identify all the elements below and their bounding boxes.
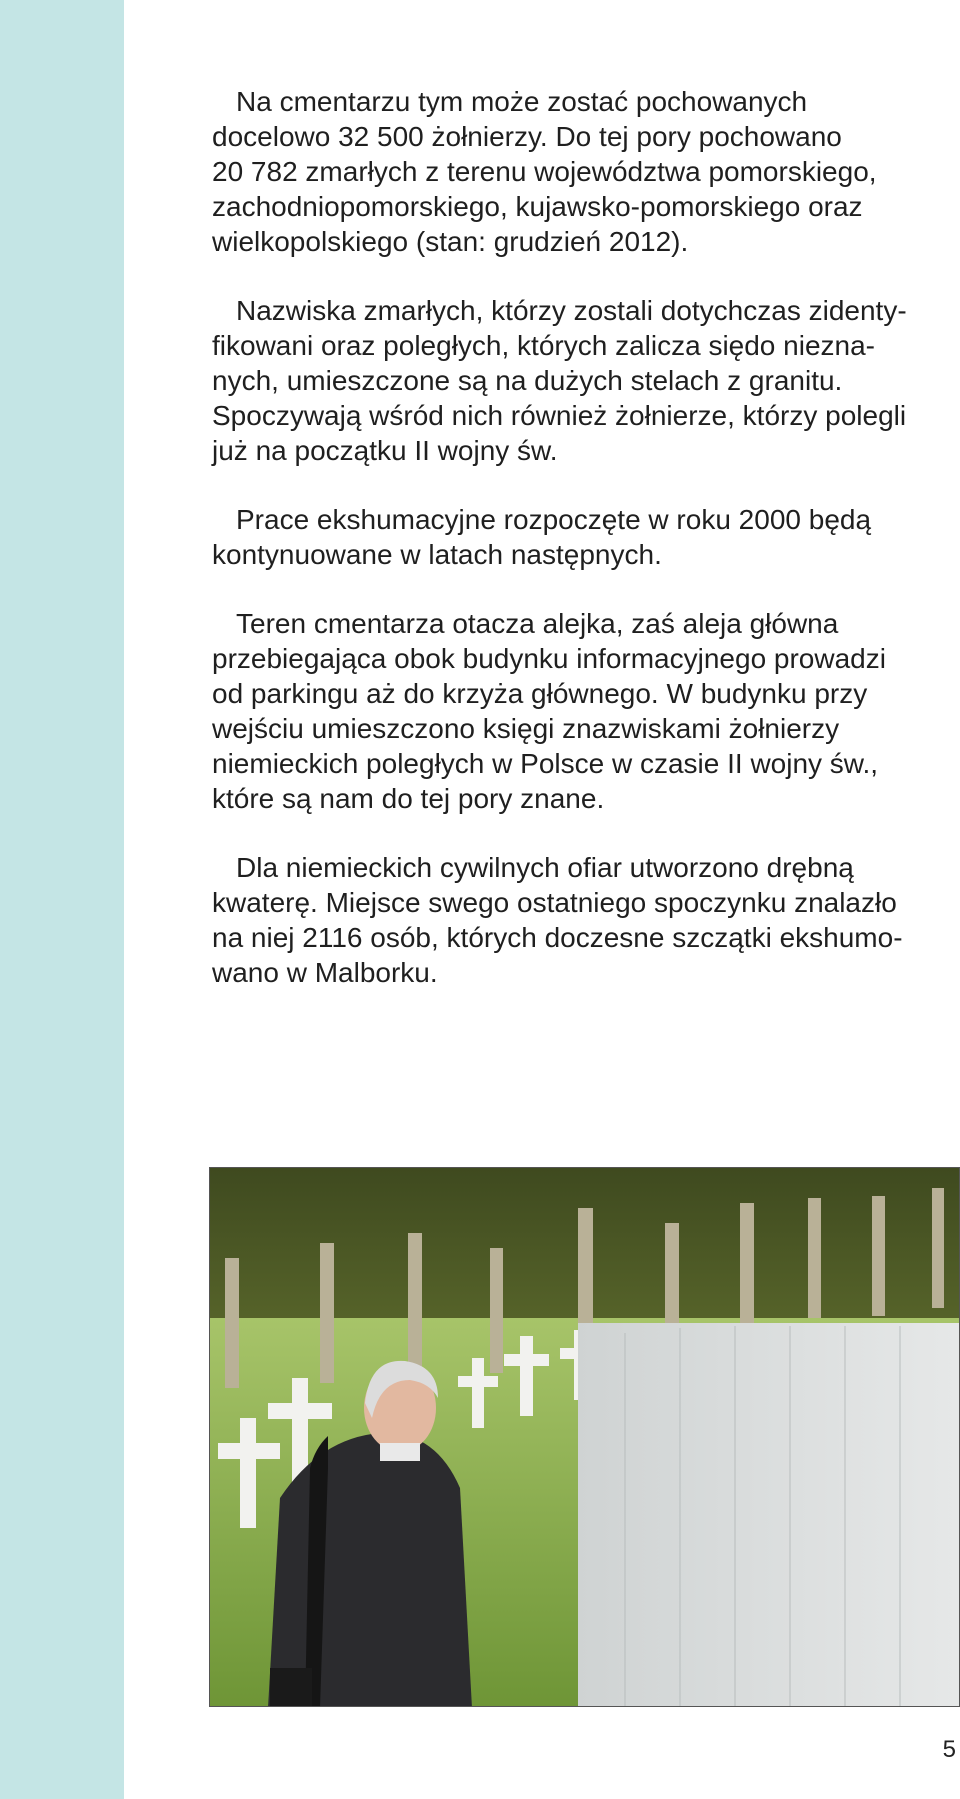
side-color-band bbox=[0, 0, 124, 1799]
paragraph-civilian-quarter: Dla niemieckich cywilnych ofiar utworzono drębną kwaterę. Miejsce swego ostatniego spoczynku znalazło na niej 2116 osób, których doczesne szczątki ekshumo- wano w Malborku. bbox=[212, 852, 903, 988]
body-text-column bbox=[212, 84, 952, 1024]
cemetery-photo-illustration bbox=[210, 1168, 960, 1707]
paragraph-granite-steles: Nazwiska zmarłych, którzy zostali dotychczas zidenty- fikowani oraz poległych, których zalicza sięd​o niezna- nych, umieszczone są na dużych stelach z granitu. Spoczywają wśród nich również żołnierze, którzy polegli już na początku II wojny św. bbox=[212, 295, 907, 466]
cemetery-photo bbox=[209, 1167, 960, 1707]
page-number: 5 bbox=[942, 1736, 956, 1763]
paragraph-exhumation-work: Prace ekshumacyjne rozpoczęte w roku 2000 będą kontynuowane w latach następnych. bbox=[212, 504, 872, 570]
paragraph-cemetery-layout: Teren cmentarza otacza alejka, zaś aleja główna przebiegająca obok budynku informacyjnego prowadzi od parkingu aż do krzyża głównego. W budynku przy wejściu umieszczono księgi znazwiskami żołnierzy niemieckich poległych w Polsce w czasie II wojny św., które są nam do tej pory znane. bbox=[212, 608, 886, 814]
paragraph-burial-capacity: Na cmentarzu tym może zostać pochowanych docelowo 32 500 żołnierzy. Do tej pory pochowano 20 782 zmarłych z terenu województwa pomorskiego, zachodniopomorskiego, kujawsko-pomorskiego oraz wielkopolskiego (stan: grudzień 2012). bbox=[212, 86, 877, 257]
